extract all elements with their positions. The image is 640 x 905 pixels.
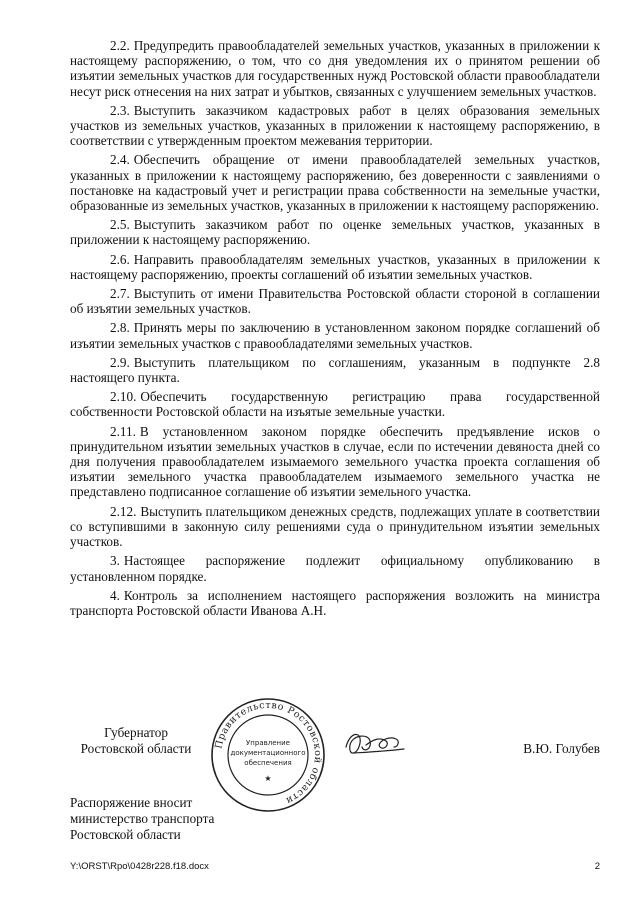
paragraph-2-6	[70, 252, 600, 282]
seal-center-line3: обеспечения	[244, 759, 292, 767]
paragraph-number: 2.3.	[110, 102, 130, 118]
paragraph-2-12	[70, 504, 600, 550]
paragraph-text: В установленном законом порядке обеспечить предъявление исков о принудительном изъятии земельных участков в случае, если по истечении девяноста дней со дня получения правообладателем изымаемого земельного участка проекта соглашения об изъятии земельного участка правообладателем изымаемого земельного участка не представлено подписанное соглашение об изъятии земельного участка.	[70, 423, 600, 500]
paragraph-text: Выступить заказчиком работ по оценке земельных участков, указанных в приложении к настоящему распоряжению.	[70, 217, 600, 248]
paragraph-number: 2.12.	[110, 503, 137, 519]
paragraph-text: Контроль за исполнением настоящего распоряжения возложить на министра транспорта Ростовской области Иванова А.Н.	[70, 587, 600, 618]
governor-name: В.Ю. Голубев	[523, 741, 600, 756]
official-seal-icon	[208, 695, 328, 815]
paragraph-text: Принять меры по заключению в установленном законом порядке соглашений об изъятии земельных участков с правообладателями земельных участков.	[70, 320, 600, 351]
paragraph-2-10	[70, 389, 600, 419]
paragraph-number: 2.2.	[110, 38, 130, 53]
handwritten-signature-icon	[340, 725, 410, 765]
paragraph-text: Обеспечить обращение от имени правообладателей земельных участков, указанных в приложении к настоящему распоряжению, без доверенности с заявлениями о постановке на кадастровый учет и регистрации права собственности на земельные участки, образованные из земельных участков, указанных в приложении к настоящему распоряжению.	[70, 152, 600, 214]
paragraph-number: 2.5.	[110, 217, 130, 233]
paragraph-text: Выступить заказчиком кадастровых работ в целях образования земельных участков из земельных участков, указанных в приложении к настоящему распоряжению, в соответствии с утвержденным проектом межевания территории.	[70, 102, 600, 149]
paragraph-number: 2.4.	[110, 152, 130, 168]
seal-center-line1: Управление	[246, 739, 290, 747]
paragraph-number: 2.6.	[110, 251, 130, 267]
footer-page-number: 2	[594, 861, 600, 872]
paragraph-2-9	[70, 355, 600, 385]
paragraph-text: Настоящее распоряжение подлежит официальному опубликованию в установленном порядке.	[70, 553, 600, 584]
paragraph-number: 2.10.	[110, 389, 137, 405]
paragraph-number: 2.11.	[110, 423, 136, 439]
submitted-by-block	[70, 795, 214, 843]
paragraph-number: 4.	[110, 587, 120, 603]
paragraph-number: 2.7.	[110, 286, 130, 302]
paragraph-2-2	[70, 38, 600, 99]
governor-title-line2: Ростовской области	[80, 741, 192, 756]
paragraph-2-4	[70, 152, 600, 213]
paragraph-2-5	[70, 217, 600, 247]
footer-file-path: Y:\ORST\Rpo\0428r228.f18.docx	[70, 861, 209, 872]
submitted-by-line2: министерство транспорта	[70, 811, 215, 826]
seal-center-line2: документационного	[230, 749, 306, 757]
paragraph-3	[70, 553, 600, 583]
paragraph-text: Выступить от имени Правительства Ростовской области стороной в соглашении об изъятии земельных участков.	[70, 286, 600, 317]
document-body	[70, 38, 600, 622]
paragraph-text: Выступить плательщиком денежных средств, подлежащих уплате в соответствии со вступившими в законную силу решениями суда о принудительном изъятии земельных участков.	[70, 503, 600, 550]
paragraph-text: Предупредить правообладателей земельных участков, указанных в приложении к настоящему распоряжению, о том, что со дня уведомления их о принятом решении об изъятии земельных участков для государственных нужд Ростовской области правообладатели несут риск отнесения на них затрат и убытков, связанных с улучшением земельных участков.	[70, 38, 600, 99]
paragraph-2-11	[70, 424, 600, 500]
governor-title	[70, 725, 202, 757]
paragraph-2-3	[70, 103, 600, 149]
paragraph-4	[70, 588, 600, 618]
paragraph-number: 2.8.	[110, 320, 130, 336]
submitted-by-line1: Распоряжение вносит	[70, 795, 193, 810]
paragraph-text: Направить правообладателям земельных участков, указанных в приложении к настоящему распоряжению, проекты соглашений об изъятии земельных участков.	[70, 251, 600, 282]
paragraph-text: Выступить плательщиком по соглашениям, указанным в подпункте 2.8 настоящего пункта.	[70, 354, 600, 386]
paragraph-number: 3.	[110, 553, 120, 569]
paragraph-2-7	[70, 286, 600, 316]
governor-title-line1: Губернатор	[104, 725, 168, 740]
paragraph-text: Обеспечить государственную регистрацию права государственной собственности Ростовской области на изъятые земельные участки.	[70, 389, 600, 420]
paragraph-number: 2.9.	[110, 354, 130, 370]
seal-ring-text: Правительство Ростовской области	[213, 699, 324, 807]
submitted-by-line3: Ростовской области	[70, 827, 181, 842]
paragraph-2-8	[70, 320, 600, 350]
svg-text:★: ★	[264, 774, 272, 783]
